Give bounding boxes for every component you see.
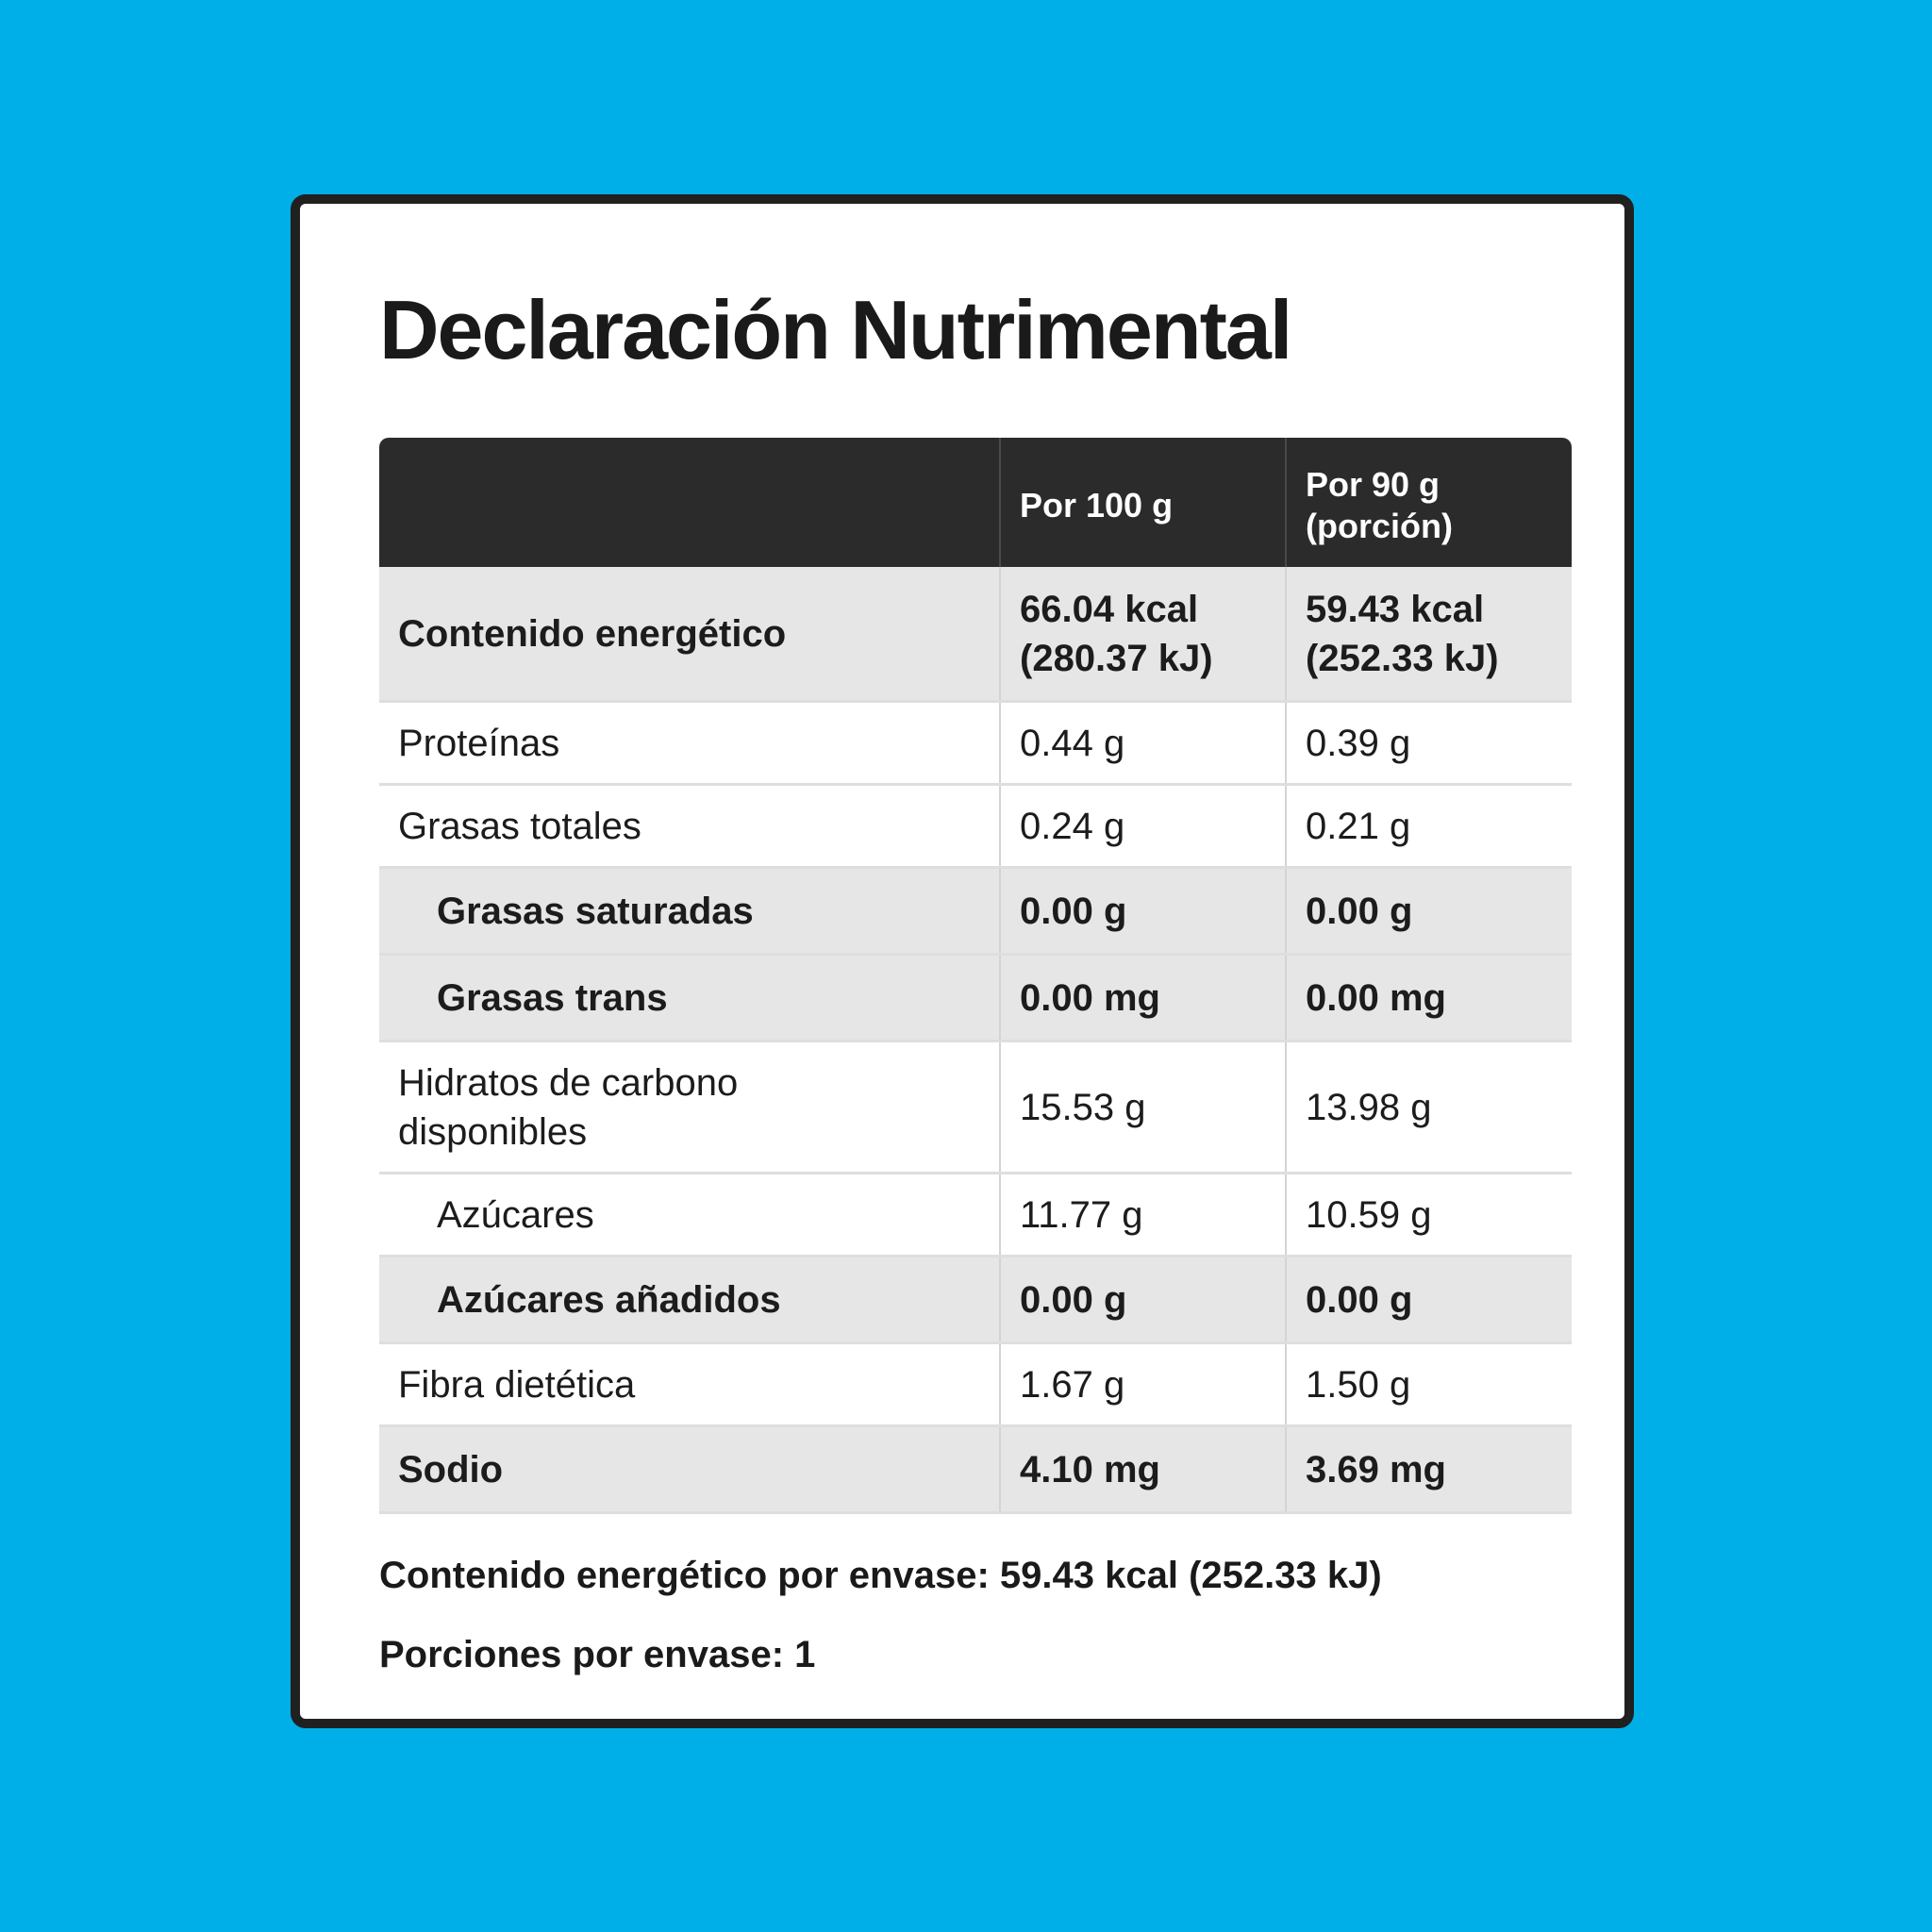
page-title: Declaración Nutrimental bbox=[379, 283, 1291, 376]
table-row bbox=[379, 1427, 1572, 1514]
table-row bbox=[379, 703, 1572, 786]
value-per-serving: 0.00 g bbox=[1285, 869, 1572, 953]
table-row bbox=[379, 786, 1572, 869]
value-kcal: 59.43 kcal bbox=[1306, 588, 1485, 630]
value-kcal: 66.04 kcal bbox=[1020, 588, 1199, 630]
nutrient-label: Fibra dietética bbox=[398, 1363, 636, 1406]
nutrient-label: Grasas trans bbox=[437, 976, 668, 1019]
value-per-serving: 10.59 g bbox=[1285, 1174, 1572, 1255]
table-row bbox=[379, 1344, 1572, 1427]
value-per-serving: 0.39 g bbox=[1285, 703, 1572, 783]
nutrient-label: Azúcares añadidos bbox=[437, 1278, 781, 1321]
header-per-serving bbox=[1285, 438, 1572, 567]
nutrient-label: Sodio bbox=[398, 1448, 504, 1491]
table-row bbox=[379, 1174, 1572, 1257]
nutrient-label: Azúcares bbox=[437, 1193, 594, 1236]
table-row bbox=[379, 1042, 1572, 1174]
value-kj: (252.33 kJ) bbox=[1306, 637, 1499, 679]
table-row bbox=[379, 956, 1572, 1042]
value-per-serving: 0.00 g bbox=[1285, 1257, 1572, 1341]
value-per-100g bbox=[999, 567, 1285, 700]
value-per-100g: 0.24 g bbox=[999, 786, 1285, 866]
value-per-100g: 4.10 mg bbox=[999, 1427, 1285, 1511]
nutrient-label: Grasas totales bbox=[398, 805, 641, 847]
header-per-serving-note: (porción) bbox=[1306, 506, 1453, 545]
energy-per-package: Contenido energético por envase: 59.43 kcal (252.33 kJ) bbox=[379, 1555, 1382, 1596]
nutrient-label-line: disponibles bbox=[398, 1110, 588, 1153]
nutrition-label-card bbox=[291, 194, 1634, 1728]
table-header-row bbox=[379, 438, 1572, 567]
header-per-serving-amount: Por 90 g bbox=[1306, 464, 1441, 504]
value-per-serving: 0.00 mg bbox=[1285, 956, 1572, 1040]
value-per-100g: 1.67 g bbox=[999, 1344, 1285, 1424]
value-per-serving: 1.50 g bbox=[1285, 1344, 1572, 1424]
value-per-serving bbox=[1285, 567, 1572, 700]
value-per-100g: 0.00 mg bbox=[999, 956, 1285, 1040]
value-per-serving: 0.21 g bbox=[1285, 786, 1572, 866]
header-nutrient-column bbox=[379, 438, 999, 567]
nutrition-table bbox=[379, 438, 1572, 1514]
table-row bbox=[379, 869, 1572, 956]
table-row bbox=[379, 1257, 1572, 1344]
value-kj: (280.37 kJ) bbox=[1020, 637, 1213, 679]
nutrient-label-line: Hidratos de carbono bbox=[398, 1061, 739, 1104]
value-per-serving: 13.98 g bbox=[1285, 1042, 1572, 1172]
nutrient-label: Contenido energético bbox=[398, 612, 787, 655]
nutrient-label bbox=[379, 1042, 999, 1172]
header-per-100g: Por 100 g bbox=[999, 438, 1285, 567]
nutrient-label: Grasas saturadas bbox=[437, 890, 754, 932]
value-per-serving: 3.69 mg bbox=[1285, 1427, 1572, 1511]
value-per-100g: 11.77 g bbox=[999, 1174, 1285, 1255]
value-per-100g: 0.00 g bbox=[999, 1257, 1285, 1341]
value-per-100g: 0.00 g bbox=[999, 869, 1285, 953]
nutrient-label: Proteínas bbox=[398, 722, 560, 764]
value-per-100g: 15.53 g bbox=[999, 1042, 1285, 1172]
servings-per-package: Porciones por envase: 1 bbox=[379, 1634, 816, 1675]
value-per-100g: 0.44 g bbox=[999, 703, 1285, 783]
table-row bbox=[379, 567, 1572, 703]
